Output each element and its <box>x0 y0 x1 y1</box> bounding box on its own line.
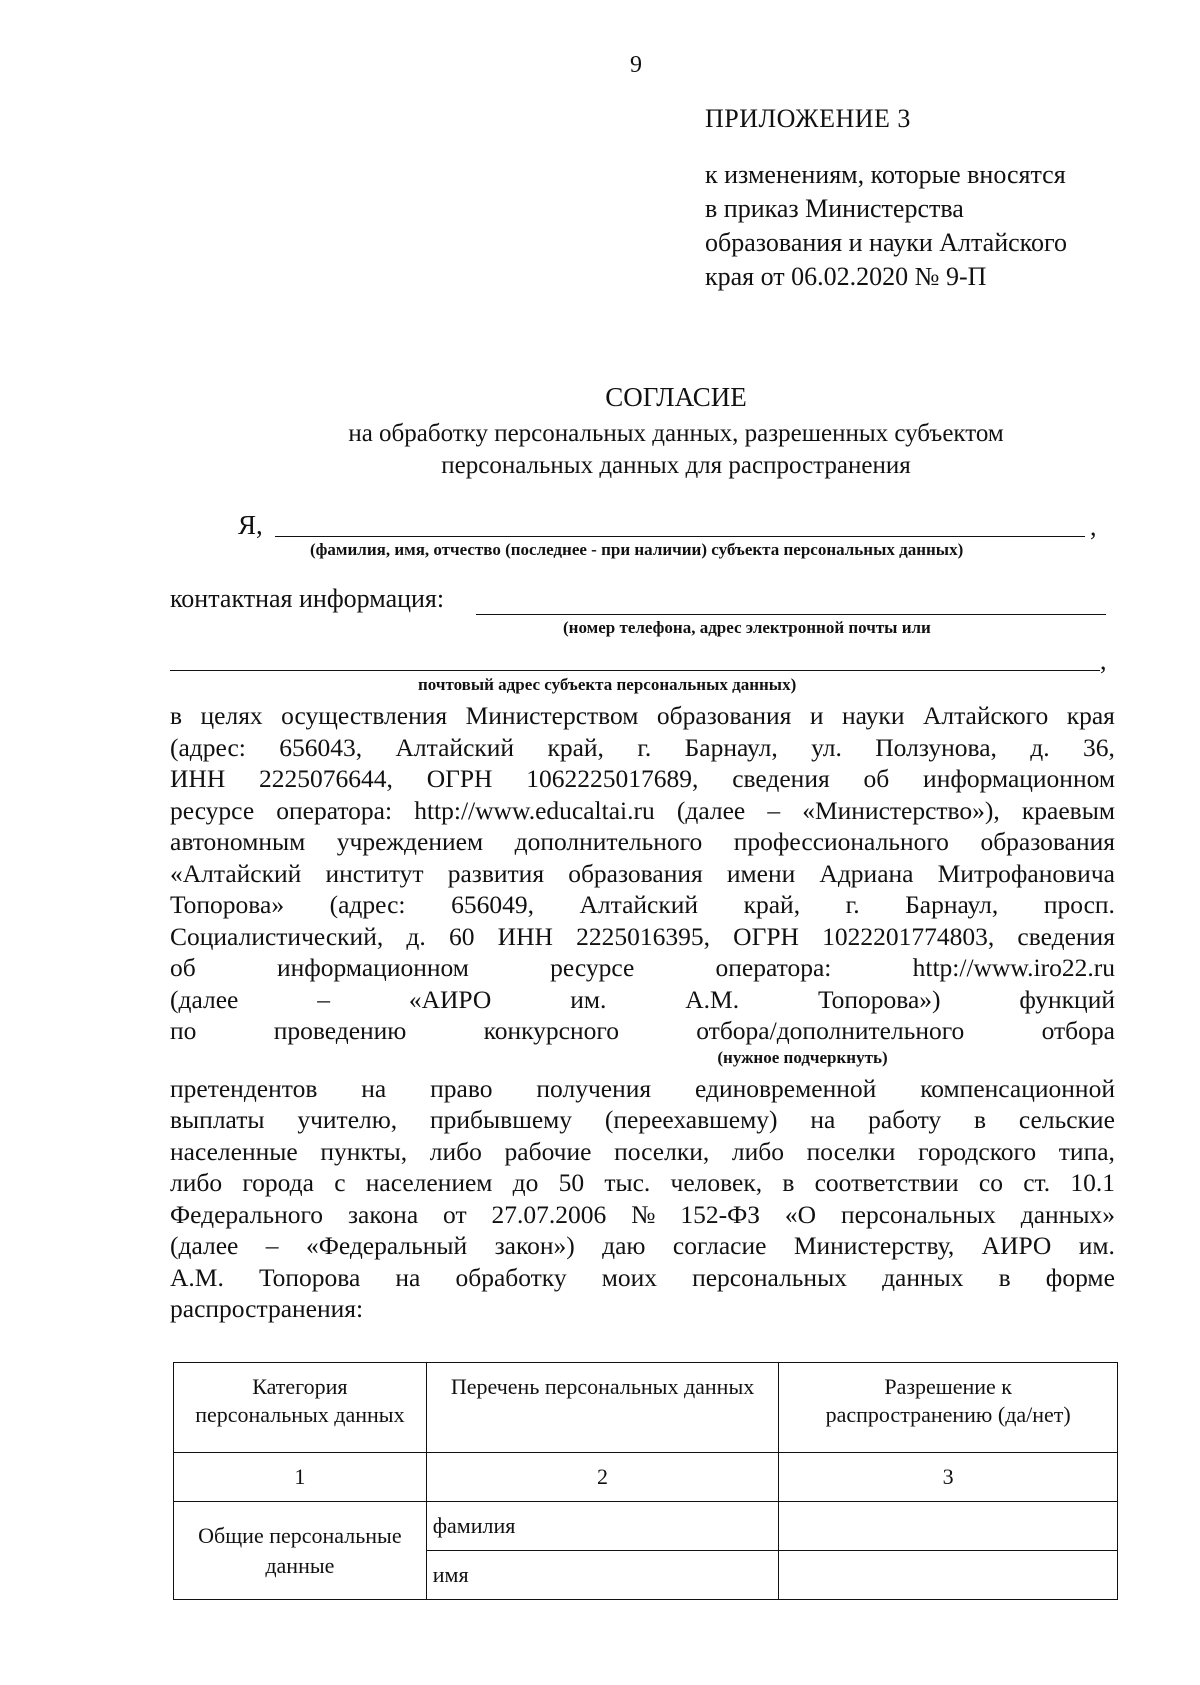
body-line <box>170 921 1115 953</box>
body-word: 152-ФЗ <box>680 1199 761 1229</box>
body-line <box>170 858 1115 890</box>
body-word: Барнаул, <box>684 732 778 762</box>
body-word: Топорова» <box>170 890 285 919</box>
body-word: Ползунова, <box>875 732 997 762</box>
body-word: об <box>863 764 890 793</box>
body-word: данных <box>882 1262 964 1292</box>
body-word: сведения <box>732 764 830 793</box>
body-word: ОГРН <box>733 921 799 951</box>
body-word: оператора: <box>276 795 393 825</box>
body-line <box>170 1104 1115 1136</box>
body-word: краевым <box>1021 795 1115 825</box>
body-word: институт <box>325 858 424 888</box>
body-word: д. <box>406 921 426 951</box>
body-word: 27.07.2006 <box>491 1199 607 1229</box>
body-word: Алтайского <box>922 701 1049 730</box>
header-text: Разрешение к <box>884 1374 1012 1399</box>
body-word: г. <box>637 732 652 762</box>
name-caption: (фамилия, имя, отчество (последнее - при наличии) субъекта персональных данных) <box>310 540 964 559</box>
body-word: оператора: <box>715 953 832 982</box>
body-word: ресурсе <box>550 953 635 982</box>
body-line <box>170 1167 1115 1199</box>
body-word: края <box>1066 701 1115 730</box>
table-header-row <box>174 1363 1118 1453</box>
body-word: Министерству, <box>793 1231 955 1260</box>
contact-caption: (номер телефона, адрес электронной почты или <box>563 618 931 637</box>
body-word: отбора/дополнительного <box>696 1016 965 1045</box>
body-word: дополнительного <box>514 827 703 856</box>
body-word: данных» <box>1020 1199 1115 1229</box>
body-line <box>170 795 1115 827</box>
body-word: д. <box>1030 732 1050 762</box>
body-word: – <box>317 984 330 1014</box>
body-word: (адрес: <box>170 732 246 762</box>
body-word: (далее <box>170 984 239 1014</box>
document-subtitle-line: на обработку персональных данных, разрешенных субъектом <box>348 420 1004 447</box>
body-word: край, <box>743 890 801 919</box>
body-word: либо <box>731 1136 784 1166</box>
body-word: со <box>978 1168 1003 1197</box>
body-word: информационном <box>276 953 469 982</box>
body-word: 10.1 <box>1070 1168 1115 1197</box>
body-word: отбора <box>1041 1016 1115 1045</box>
body-line <box>170 1199 1115 1231</box>
body-word: форме <box>1045 1262 1115 1292</box>
header-text: персональных данных <box>195 1402 405 1427</box>
category-text: данные <box>265 1552 335 1578</box>
body-word: с <box>334 1168 346 1197</box>
body-line <box>170 1073 1115 1105</box>
body-word: поселки, <box>614 1136 710 1166</box>
body-word: 656043, <box>279 732 363 762</box>
body-line <box>170 1262 1115 1294</box>
body-word: по <box>170 1016 197 1045</box>
body-word: № <box>631 1199 656 1229</box>
body-word: образования <box>568 858 703 888</box>
body-word: образования <box>656 701 792 730</box>
body-word: тыс. <box>604 1168 651 1197</box>
body-word: Митрофановича <box>937 858 1115 888</box>
body-word: 656049, <box>451 890 534 919</box>
body-word: закона <box>347 1199 419 1229</box>
body-word: на <box>361 1073 387 1103</box>
body-line <box>170 700 1115 732</box>
document-title: СОГЛАСИЕ <box>605 382 747 412</box>
body-word: 2225076644, <box>259 764 393 793</box>
body-word: моих <box>601 1262 657 1292</box>
appendix-line: в приказ Министерства <box>705 194 964 223</box>
body-word: 50 <box>558 1168 585 1197</box>
body-line <box>170 952 1115 984</box>
body-word: Барнаул, <box>905 890 999 919</box>
body-word: в <box>998 1262 1011 1292</box>
body-word: Социалистический, <box>170 921 384 951</box>
body-word: «Министерство»), <box>802 795 1000 825</box>
body-line <box>170 826 1115 858</box>
table-row <box>174 1502 1118 1551</box>
body-word: образования <box>980 827 1115 856</box>
body-word: на <box>395 1262 421 1292</box>
body-line <box>170 1015 1115 1047</box>
body-word: ИНН <box>497 921 553 951</box>
body-word: целях <box>200 701 263 730</box>
body-word: конкурсного <box>483 1016 619 1045</box>
appendix-reference <box>705 158 1067 294</box>
body-word: ИНН <box>170 764 226 793</box>
body-line <box>170 984 1115 1016</box>
column-number: 3 <box>779 1453 1118 1502</box>
body-word: соответствии <box>814 1168 959 1197</box>
ya-label: Я, <box>238 510 263 540</box>
body-line <box>170 1136 1115 1168</box>
page-number: 9 <box>630 52 642 78</box>
body-word: им. <box>570 984 607 1014</box>
body-word: проведению <box>273 1016 407 1045</box>
column-number: 2 <box>426 1453 779 1502</box>
permission-cell[interactable] <box>779 1502 1118 1551</box>
body-word: А.М. <box>170 1262 224 1292</box>
body-word: информационном <box>923 764 1115 793</box>
body-word: на <box>810 1105 836 1134</box>
body-word: пункты, <box>320 1136 408 1166</box>
header-text: Категория <box>252 1374 348 1399</box>
body-word: согласие <box>672 1231 767 1260</box>
category-text: Общие персональные <box>198 1522 402 1548</box>
body-word: (адрес: <box>329 890 406 919</box>
body-word: им. <box>1078 1231 1115 1260</box>
appendix-line: края от 06.02.2020 № 9-П <box>705 262 987 291</box>
body-word: Федерального <box>170 1199 324 1229</box>
body-word: http://www.iro22.ru <box>912 953 1115 982</box>
body-word: право <box>430 1073 493 1103</box>
body-word: либо <box>170 1168 223 1197</box>
body-word: осуществления <box>281 701 448 730</box>
body-word: города <box>242 1168 314 1197</box>
body-word: 36, <box>1083 732 1115 762</box>
body-line <box>170 1230 1115 1262</box>
body-word: А.М. <box>685 984 740 1014</box>
appendix-line: к изменениям, которые вносятся <box>705 160 1066 189</box>
body-word: «Федеральный <box>305 1231 468 1260</box>
contact-caption: почтовый адрес субъекта персональных данных) <box>418 675 797 694</box>
body-word: рабочие <box>504 1136 592 1166</box>
body-word: единовременной <box>695 1073 877 1103</box>
table-header-cell <box>426 1363 779 1453</box>
body-word: 2225016395, <box>576 921 710 951</box>
body-word: (переехавшему) <box>604 1105 778 1134</box>
body-line <box>170 889 1115 921</box>
body-word: учреждением <box>336 827 484 856</box>
body-word: работу <box>868 1105 942 1134</box>
contact-field-line-2[interactable] <box>170 640 1100 671</box>
item-cell: имя <box>426 1551 779 1600</box>
body-line <box>170 732 1115 764</box>
contact-label: контактная информация: <box>170 584 445 613</box>
body-word: об <box>170 953 196 982</box>
body-word: либо <box>429 1136 482 1166</box>
body-word: поселки <box>806 1136 896 1166</box>
body-word: Министерством <box>465 701 639 730</box>
underline-note: (нужное подчеркнуть) <box>717 1047 888 1067</box>
body-word: развития <box>447 858 545 888</box>
table-header-cell <box>174 1363 427 1453</box>
column-number: 1 <box>174 1453 427 1502</box>
body-word: Адриана <box>819 858 914 888</box>
body-word: 60 <box>448 921 475 951</box>
body-word: 1062225017689, <box>526 764 699 793</box>
body-word: населением <box>365 1168 493 1197</box>
body-word: сведения <box>1017 921 1115 951</box>
body-word: ресурсе <box>170 795 255 825</box>
body-word: претендентов <box>170 1073 318 1103</box>
body-word: сельские <box>1018 1105 1115 1134</box>
appendix-line: образования и науки Алтайского <box>705 228 1067 257</box>
header-text: Перечень персональных данных <box>450 1374 755 1399</box>
body-word: Алтайский <box>579 890 699 919</box>
body-word: обработку <box>455 1262 567 1292</box>
appendix-title: ПРИЛОЖЕНИЕ 3 <box>705 104 911 133</box>
body-word: персональных <box>692 1262 847 1292</box>
body-word: ОГРН <box>426 764 493 793</box>
body-word: г. <box>845 890 860 919</box>
body-word: учителю, <box>297 1105 398 1134</box>
body-word: автономным <box>170 827 306 856</box>
body-word: – <box>265 1231 279 1260</box>
table-header-cell <box>779 1363 1118 1453</box>
body-word: АИРО <box>981 1231 1052 1260</box>
body-word: Алтайский <box>395 732 515 762</box>
body-word: до <box>512 1168 539 1197</box>
body-word: выплаты <box>170 1105 265 1134</box>
body-word: и <box>809 701 824 730</box>
permission-cell[interactable] <box>779 1551 1118 1600</box>
body-word: в <box>782 1168 795 1197</box>
body-word: http://www.educaltai.ru <box>414 795 655 825</box>
item-cell: фамилия <box>426 1502 779 1551</box>
contact-comma: , <box>1100 646 1107 675</box>
body-word: науки <box>842 701 905 730</box>
document-subtitle-line: персональных данных для распространения <box>441 452 911 479</box>
table-number-row <box>174 1453 1118 1502</box>
body-word: типа, <box>1058 1136 1115 1166</box>
body-word: край, <box>547 732 604 762</box>
body-word: «О <box>784 1199 817 1229</box>
personal-data-table <box>173 1362 1118 1600</box>
body-word: профессионального <box>733 827 949 856</box>
body-word: населенные <box>170 1136 298 1166</box>
body-word: ст. <box>1023 1168 1051 1197</box>
body-word: «АИРО <box>408 984 492 1014</box>
category-cell <box>174 1502 427 1600</box>
body-word: персональных <box>840 1199 996 1229</box>
body-word: человек, <box>670 1168 763 1197</box>
body-word: городского <box>918 1136 1037 1166</box>
body-word: (далее <box>676 795 746 825</box>
body-line <box>170 763 1115 795</box>
name-comma: , <box>1090 512 1097 541</box>
body-word: прибывшему <box>430 1105 573 1134</box>
body-word: Топорова») <box>817 984 941 1014</box>
body-word: «Алтайский <box>170 858 302 888</box>
header-text: распространению (да/нет) <box>825 1402 1071 1427</box>
body-word: 1022201774803, <box>822 921 995 951</box>
body-word: – <box>767 795 781 825</box>
body-word: Топорова <box>258 1262 361 1292</box>
body-word: в <box>170 701 183 730</box>
body-word: (далее <box>170 1231 239 1260</box>
name-field[interactable] <box>275 506 1085 537</box>
body-word: ул. <box>811 732 842 762</box>
body-word: просп. <box>1043 890 1115 919</box>
body-line: распространения: <box>170 1294 364 1323</box>
contact-field[interactable] <box>476 584 1106 615</box>
body-word: получения <box>536 1073 652 1103</box>
body-word: функций <box>1019 984 1115 1014</box>
body-word: от <box>443 1199 467 1229</box>
body-word: в <box>974 1105 987 1134</box>
body-word: имени <box>726 858 796 888</box>
body-word: даю <box>602 1231 646 1260</box>
body-word: закон») <box>494 1231 575 1260</box>
consent-body <box>170 700 1115 1325</box>
body-word: компенсационной <box>920 1073 1115 1103</box>
